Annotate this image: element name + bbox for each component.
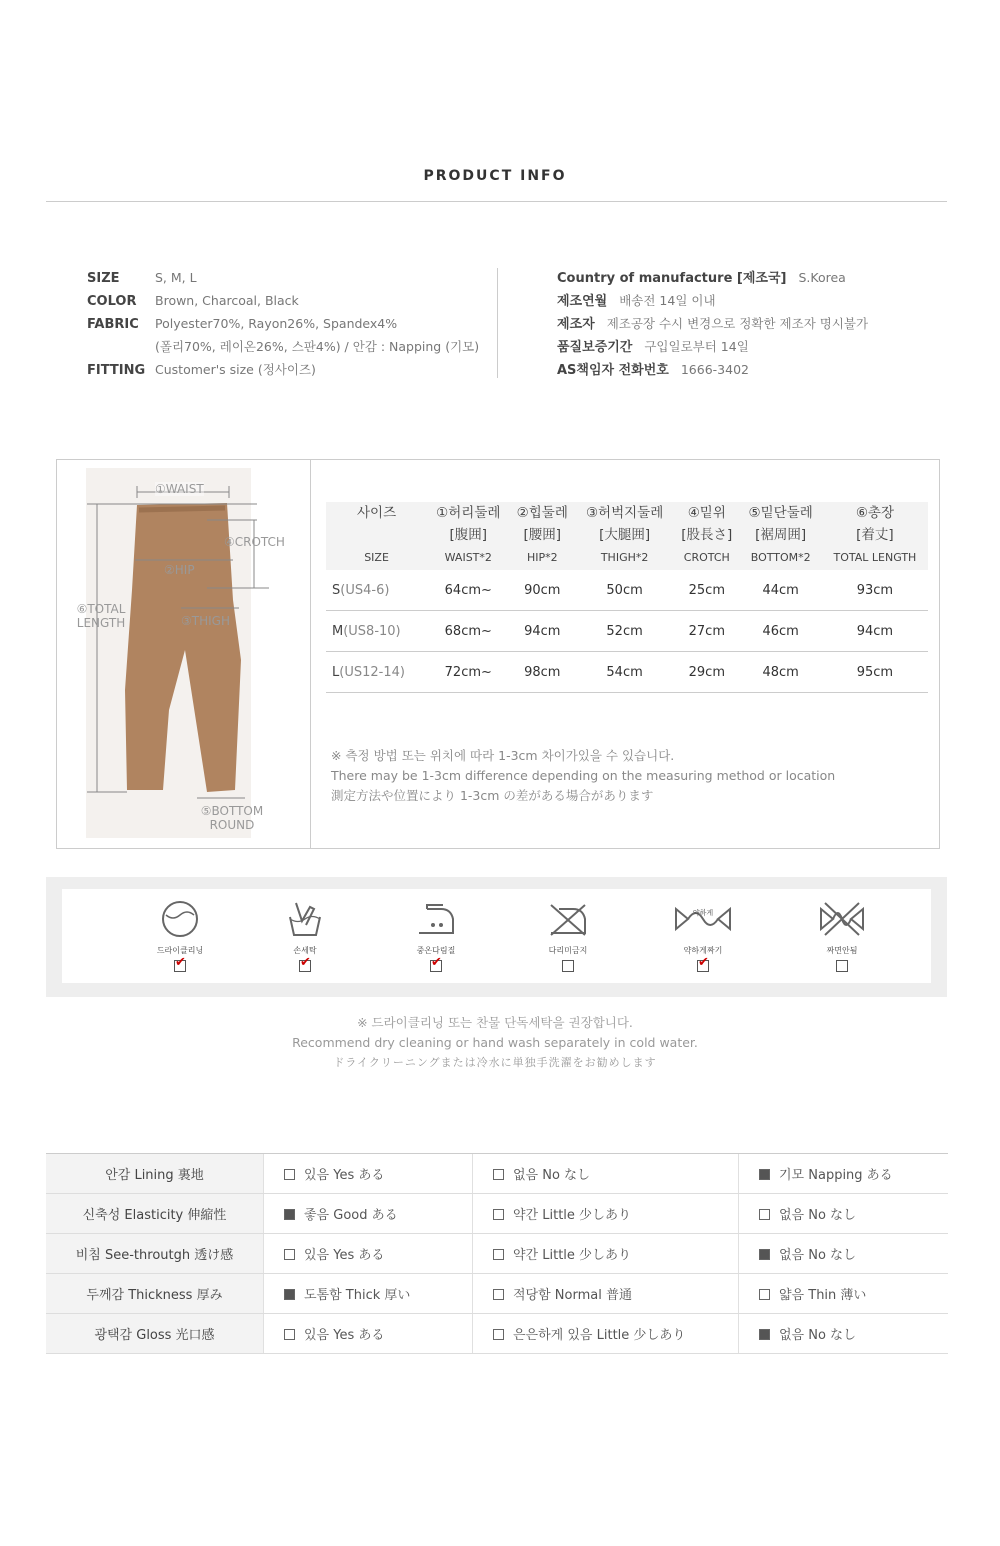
dry-cleaning-icon <box>159 899 201 939</box>
gentle-wring-icon-text: 약하게 <box>692 909 714 917</box>
attribute-option[interactable] <box>739 1274 949 1314</box>
option-label: 약간 Little 少しあり <box>513 1248 632 1263</box>
header-cell: 사이즈 <box>326 502 427 524</box>
total-length-label <box>71 602 131 630</box>
header-cell: [腰囲] <box>509 524 575 546</box>
value-cell: 72cm~ <box>427 652 509 693</box>
option-checkbox[interactable] <box>493 1249 504 1260</box>
attribute-row-elasticity <box>46 1194 948 1234</box>
info-value: Brown, Charcoal, Black <box>155 293 299 308</box>
attribute-row-see-through <box>46 1234 948 1274</box>
value-cell: 90cm <box>509 570 575 611</box>
option-checkbox-checked[interactable] <box>284 1289 295 1300</box>
option-label: 도톰함 Thick 厚い <box>304 1288 411 1303</box>
value-cell: 93cm <box>822 570 928 611</box>
attribute-option[interactable] <box>473 1194 739 1234</box>
header-cell: HIP*2 <box>509 546 575 570</box>
check-mark: ✔ <box>300 955 311 970</box>
option-checkbox[interactable] <box>759 1289 770 1300</box>
info-row-as-phone <box>557 358 977 381</box>
info-value: 1666-3402 <box>680 362 749 377</box>
info-label: SIZE <box>87 271 120 286</box>
no-iron-icon <box>547 899 589 939</box>
note-en: There may be 1-3cm difference depending on the measuring method or location <box>331 768 836 783</box>
care-item-no-tumble-dry <box>802 899 882 972</box>
info-value: 배송전 14일 이내 <box>619 293 716 308</box>
option-checkbox[interactable] <box>759 1209 770 1220</box>
info-divider <box>497 268 498 378</box>
attribute-option[interactable] <box>264 1314 473 1354</box>
size-us: (US8-10) <box>343 623 401 639</box>
size-header-cn <box>326 524 928 546</box>
table-row <box>326 652 928 693</box>
care-item-hand-wash <box>265 899 345 972</box>
header-cell: WAIST*2 <box>427 546 509 570</box>
attribute-option[interactable] <box>264 1154 473 1194</box>
option-label: 있음 Yes ある <box>304 1328 385 1343</box>
table-row <box>326 611 928 652</box>
care-checkbox[interactable] <box>174 955 186 972</box>
attribute-row-lining <box>46 1154 948 1194</box>
care-label: 짜면안됨 <box>826 946 858 955</box>
option-checkbox[interactable] <box>284 1249 295 1260</box>
care-label: 약하게짜기 <box>683 946 723 955</box>
header-cell: [股長さ] <box>674 524 739 546</box>
care-label: 드라이클리닝 <box>156 946 204 955</box>
care-checkbox[interactable] <box>562 960 574 972</box>
size-cell <box>326 611 427 652</box>
info-row-manufacturer <box>557 312 977 335</box>
note-ko: ※ 측정 방법 또는 위치에 따라 1-3cm 차이가있을 수 있습니다. <box>331 748 675 763</box>
size-guide-box <box>56 459 940 849</box>
size-name: M <box>332 623 344 639</box>
info-label: AS책임자 전화번호 <box>557 363 669 378</box>
value-cell: 25cm <box>674 570 739 611</box>
info-row-size <box>87 266 497 289</box>
info-value: 구입일로부터 14일 <box>644 339 749 354</box>
bottom-round-label-line1: ⑤BOTTOM <box>200 804 264 818</box>
info-row-warranty <box>557 335 977 358</box>
attribute-option[interactable] <box>739 1154 949 1194</box>
info-label: 제조자 <box>557 317 595 332</box>
hip-label: ②HIP <box>164 563 195 577</box>
option-label: 있음 Yes ある <box>304 1168 385 1183</box>
attribute-name: 안감 Lining 裏地 <box>46 1154 264 1194</box>
size-name: L <box>332 664 340 680</box>
size-us: (US12-14) <box>339 664 405 680</box>
option-label: 없음 No なし <box>513 1168 591 1183</box>
size-header-ko <box>326 502 928 524</box>
option-checkbox-checked[interactable] <box>759 1169 770 1180</box>
value-cell: 68cm~ <box>427 611 509 652</box>
option-label: 없음 No なし <box>779 1208 857 1223</box>
header-cell: [着丈] <box>822 524 928 546</box>
bottom-round-label <box>195 804 269 832</box>
check-mark: ✔ <box>175 955 186 970</box>
value-cell: 52cm <box>575 611 674 652</box>
option-label: 없음 No なし <box>779 1328 857 1343</box>
page-title: PRODUCT INFO <box>423 168 567 184</box>
option-label: 약간 Little 少しあり <box>513 1208 632 1223</box>
attribute-option[interactable] <box>739 1314 949 1354</box>
waist-label: ①WAIST <box>155 482 204 496</box>
header-cell: BOTTOM*2 <box>740 546 822 570</box>
note-jp: 測定方法や位置により 1-3cm の差がある場合があります <box>331 788 654 803</box>
option-label: 기모 Napping ある <box>779 1168 893 1183</box>
total-length-label-line1: ⑥TOTAL <box>76 602 126 616</box>
header-cell <box>326 524 427 546</box>
value-cell: 44cm <box>740 570 822 611</box>
table-row <box>326 570 928 611</box>
size-table <box>326 502 928 693</box>
attribute-option[interactable] <box>473 1154 739 1194</box>
care-checkbox[interactable] <box>697 955 709 972</box>
value-cell: 54cm <box>575 652 674 693</box>
option-label: 은은하게 있음 Little 少しあり <box>513 1328 686 1343</box>
gentle-wring-icon <box>674 899 732 939</box>
header-cell: ①허리둘레 <box>427 502 509 524</box>
option-label: 얇음 Thin 薄い <box>779 1288 867 1303</box>
header-cell: ②힙둘레 <box>509 502 575 524</box>
attribute-option[interactable] <box>264 1274 473 1314</box>
pants-waistband <box>139 508 225 510</box>
size-name: S <box>332 582 341 598</box>
option-checkbox[interactable] <box>493 1209 504 1220</box>
option-checkbox[interactable] <box>284 1329 295 1340</box>
attribute-name: 광택감 Gloss 光口感 <box>46 1314 264 1354</box>
option-label: 적당함 Normal 普通 <box>513 1288 632 1303</box>
option-label: 없음 No なし <box>779 1248 857 1263</box>
fabric-attributes-table <box>46 1153 948 1354</box>
info-label: 품질보증기간 <box>557 340 633 355</box>
product-info-left <box>87 266 497 381</box>
product-info-right <box>557 266 977 381</box>
header-cell: ④밑위 <box>674 502 739 524</box>
care-label: 중온다림질 <box>416 946 456 955</box>
info-row-fabric <box>87 312 497 335</box>
check-mark: ✔ <box>698 955 709 970</box>
bottom-round-label-line2: ROUND <box>209 818 255 832</box>
attribute-name: 두께감 Thickness 厚み <box>46 1274 264 1314</box>
info-row-country <box>557 266 977 289</box>
attribute-option[interactable] <box>739 1194 949 1234</box>
value-cell: 94cm <box>509 611 575 652</box>
info-value: Polyester70%, Rayon26%, Spandex4% <box>155 316 398 331</box>
info-value: 제조공장 수시 변경으로 정확한 제조자 명시불가 <box>606 316 869 331</box>
attribute-option[interactable] <box>264 1194 473 1234</box>
care-item-iron <box>396 899 476 972</box>
header-cell: ③허벅지둘레 <box>575 502 674 524</box>
option-checkbox[interactable] <box>493 1169 504 1180</box>
value-cell: 94cm <box>822 611 928 652</box>
attribute-row-thickness <box>46 1274 948 1314</box>
care-item-dry-cleaning <box>140 899 220 972</box>
info-label: Country of manufacture [제조국] <box>557 271 787 286</box>
value-cell: 48cm <box>740 652 822 693</box>
info-value: (폴리70%, 레이온26%, 스판4%) / 안감 : Napping (기모) <box>155 339 480 354</box>
attribute-name: 비침 See-throutgh 透け感 <box>46 1234 264 1274</box>
care-label: 손세탁 <box>293 946 317 955</box>
header-cell: CROTCH <box>674 546 739 570</box>
header-cell: [腹囲] <box>427 524 509 546</box>
title-divider <box>46 201 947 202</box>
option-checkbox-checked[interactable] <box>759 1249 770 1260</box>
header-cell: SIZE <box>326 546 427 570</box>
option-checkbox[interactable] <box>284 1169 295 1180</box>
value-cell: 27cm <box>674 611 739 652</box>
total-length-label-line2: LENGTH <box>76 616 126 630</box>
info-label: COLOR <box>87 294 137 309</box>
info-label: FABRIC <box>87 317 139 332</box>
info-value: S, M, L <box>155 270 197 285</box>
care-checkbox[interactable] <box>299 955 311 972</box>
attribute-option[interactable] <box>473 1234 739 1274</box>
iron-icon <box>415 899 457 939</box>
no-tumble-dry-icon <box>819 899 865 939</box>
header-cell: [大腿囲] <box>575 524 674 546</box>
header-cell: THIGH*2 <box>575 546 674 570</box>
info-label: FITTING <box>87 363 146 378</box>
attribute-option[interactable] <box>264 1234 473 1274</box>
attribute-option[interactable] <box>473 1314 739 1354</box>
check-mark: ✔ <box>431 955 442 970</box>
care-note-en: Recommend dry cleaning or hand wash separately in cold water. <box>292 1035 698 1050</box>
value-cell: 64cm~ <box>427 570 509 611</box>
header-cell: ⑥총장 <box>822 502 928 524</box>
care-note <box>0 1013 990 1073</box>
pants-measurement-illustration <box>57 460 310 848</box>
attribute-row-gloss <box>46 1314 948 1354</box>
header-cell: TOTAL LENGTH <box>822 546 928 570</box>
care-item-no-iron <box>528 899 608 972</box>
value-cell: 46cm <box>740 611 822 652</box>
attribute-option[interactable] <box>739 1234 949 1274</box>
crotch-label: ④CROTCH <box>224 535 285 549</box>
care-label: 다리미금지 <box>548 946 588 955</box>
value-cell: 50cm <box>575 570 674 611</box>
hand-wash-icon <box>284 899 326 939</box>
care-note-jp: ドライクリーニングまたは冷水に単独手洗濯をお勧めします <box>333 1056 657 1069</box>
option-checkbox[interactable] <box>493 1329 504 1340</box>
option-checkbox-checked[interactable] <box>284 1209 295 1220</box>
value-cell: 95cm <box>822 652 928 693</box>
info-row-manufacture-date <box>557 289 977 312</box>
info-row-color <box>87 289 497 312</box>
info-label: 제조연월 <box>557 294 608 309</box>
option-label: 좋음 Good ある <box>304 1208 398 1223</box>
care-note-ko: ※ 드라이클리닝 또는 찬물 단독세탁을 권장합니다. <box>357 1015 633 1030</box>
size-cell <box>326 570 427 611</box>
info-row-fabric-detail <box>87 335 497 358</box>
care-checkbox[interactable] <box>430 955 442 972</box>
value-cell: 98cm <box>509 652 575 693</box>
info-value: Customer's size (정사이즈) <box>155 362 316 377</box>
option-checkbox-checked[interactable] <box>759 1329 770 1340</box>
info-row-fitting <box>87 358 497 381</box>
care-item-gentle-wring <box>663 899 743 972</box>
attribute-name: 신축성 Elasticity 伸縮性 <box>46 1194 264 1234</box>
info-value: S.Korea <box>798 270 846 285</box>
measurement-note <box>331 746 835 806</box>
attribute-option[interactable] <box>473 1274 739 1314</box>
header-cell: [裾周囲] <box>740 524 822 546</box>
size-us: (US4-6) <box>340 582 390 598</box>
option-checkbox[interactable] <box>493 1289 504 1300</box>
size-cell <box>326 652 427 693</box>
option-label: 있음 Yes ある <box>304 1248 385 1263</box>
care-checkbox[interactable] <box>836 960 848 972</box>
value-cell: 29cm <box>674 652 739 693</box>
care-icons-row <box>62 889 931 983</box>
care-instructions-panel <box>46 877 947 997</box>
pants-diagram <box>57 460 311 848</box>
size-header-en <box>326 546 928 570</box>
header-cell: ⑤밑단둘레 <box>740 502 822 524</box>
thigh-label: ③THIGH <box>181 614 230 628</box>
